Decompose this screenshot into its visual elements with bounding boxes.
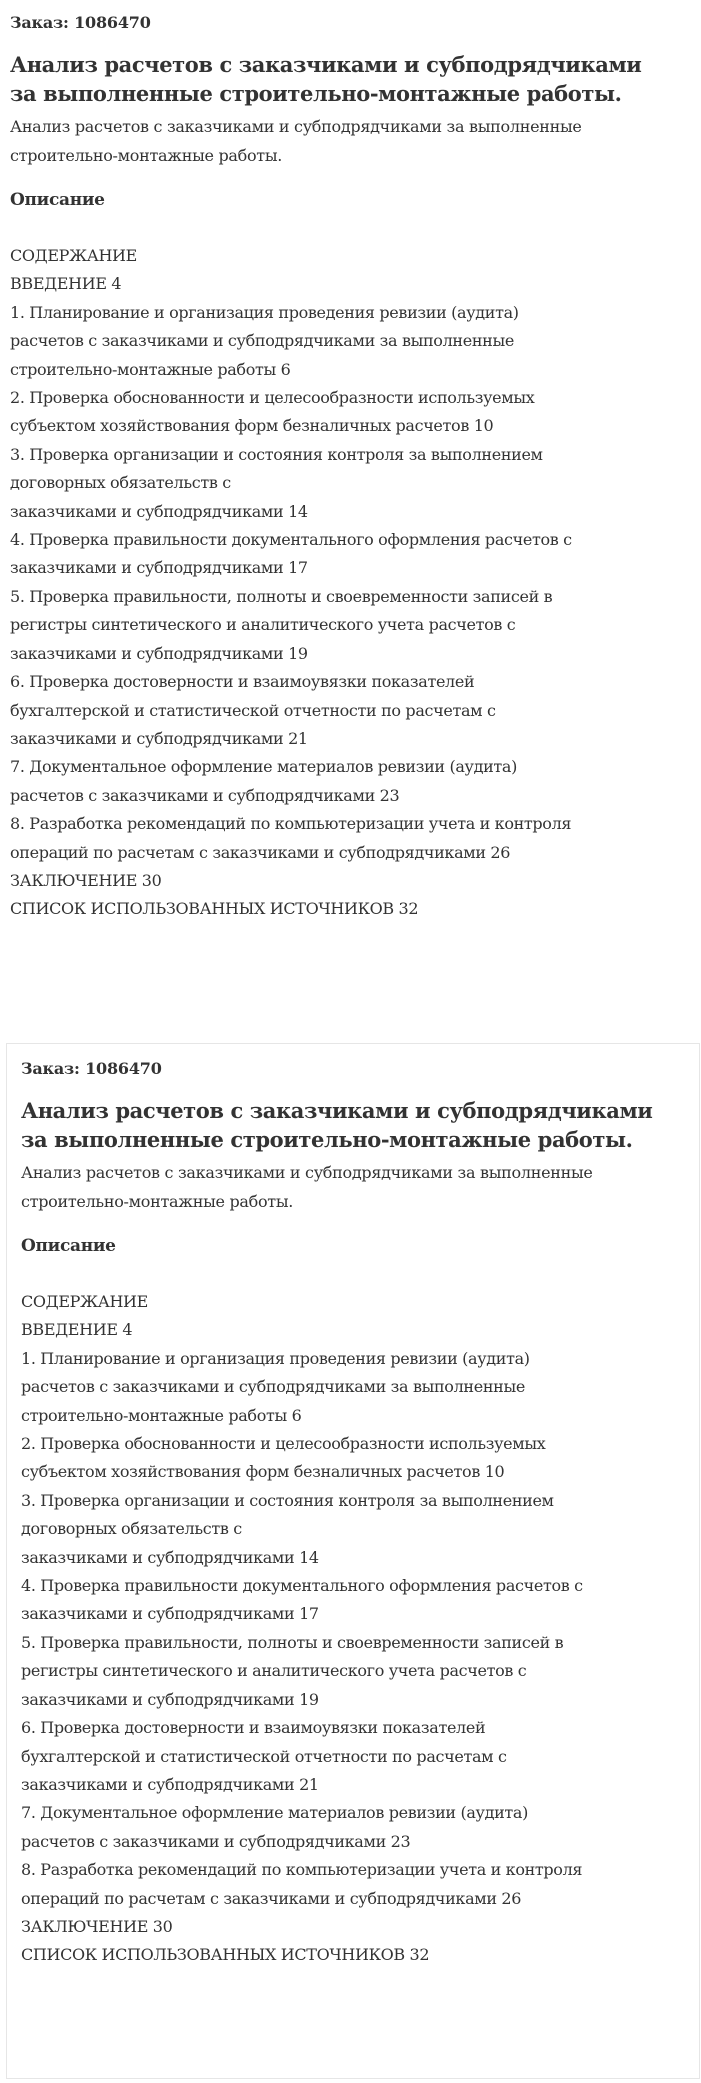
description-line: 2. Проверка обоснованности и целесообразности используемых: [21, 1434, 546, 1454]
description-line: субъектом хозяйствования форм безналичных расчетов 10: [21, 1462, 505, 1482]
description-line: расчетов с заказчиками и субподрядчиками за выполненные: [21, 1377, 525, 1397]
description-line: строительно-монтажные работы 6: [10, 359, 291, 379]
description-line: договорных обязательств с: [10, 473, 231, 493]
description-line: расчетов с заказчиками и субподрядчиками 23: [10, 785, 400, 805]
description-line: ЗАКЛЮЧЕНИЕ 30: [21, 1916, 173, 1936]
description-line: 6. Проверка достоверности и взаимоувязки показателей: [21, 1718, 486, 1738]
description-line: регистры синтетического и аналитического учета расчетов с: [21, 1661, 527, 1681]
order-id: [21, 1058, 685, 1080]
description-line: операций по расчетам с заказчиками и субподрядчиками 26: [21, 1888, 522, 1908]
description-heading: Описание: [10, 190, 105, 210]
description-line: ВВЕДЕНИЕ 4: [21, 1320, 133, 1340]
order-title-line: за выполненные строительно-монтажные работы.: [10, 81, 622, 106]
description-line: 7. Документальное оформление материалов ревизии (аудита): [21, 1803, 529, 1823]
description-line: бухгалтерской и статистической отчетности по расчетам с: [10, 700, 496, 720]
description-line: заказчиками и субподрядчиками 21: [10, 728, 308, 748]
order-label: Заказ:: [10, 13, 69, 32]
description-line: договорных обязательств с: [21, 1519, 242, 1539]
description-line: строительно-монтажные работы 6: [21, 1405, 302, 1425]
order-card: [0, 0, 701, 1040]
description-line: заказчиками и субподрядчиками 17: [21, 1604, 319, 1624]
description-line: заказчиками и субподрядчиками 19: [10, 643, 308, 663]
description-line: 4. Проверка правильности документального оформления расчетов с: [10, 530, 572, 550]
order-title-line: за выполненные строительно-монтажные работы.: [21, 1127, 633, 1152]
description-line: операций по расчетам с заказчиками и субподрядчиками 26: [10, 842, 511, 862]
order-label: Заказ:: [21, 1059, 80, 1078]
description-line: бухгалтерской и статистической отчетности по расчетам с: [21, 1746, 507, 1766]
description-line: расчетов с заказчиками и субподрядчиками 23: [21, 1831, 411, 1851]
description-line: субъектом хозяйствования форм безналичных расчетов 10: [10, 416, 494, 436]
description-line: заказчиками и субподрядчиками 17: [10, 558, 308, 578]
order-subtitle: [10, 112, 691, 170]
description-line: 3. Проверка организации и состояния контроля за выполнением: [21, 1490, 554, 1510]
description-heading: Описание: [21, 1236, 116, 1256]
order-title: [10, 50, 691, 108]
description-line: заказчиками и субподрядчиками 14: [10, 501, 308, 521]
description-line: 5. Проверка правильности, полноты и своевременности записей в: [10, 586, 553, 606]
description-line: 7. Документальное оформление материалов ревизии (аудита): [10, 757, 518, 777]
description-line: 8. Разработка рекомендаций по компьютеризации учета и контроля: [21, 1860, 583, 1880]
description-line: 6. Проверка достоверности и взаимоувязки показателей: [10, 672, 475, 692]
order-number: 1086470: [74, 13, 151, 32]
description-line: 5. Проверка правильности, полноты и своевременности записей в: [21, 1632, 564, 1652]
order-title: [21, 1096, 685, 1154]
order-subtitle-line: строительно-монтажные работы.: [21, 1192, 294, 1211]
description-line: СПИСОК ИСПОЛЬЗОВАННЫХ ИСТОЧНИКОВ 32: [21, 1945, 430, 1965]
description-line: заказчиками и субподрядчиками 14: [21, 1547, 319, 1567]
description-line: 1. Планирование и организация проведения ревизии (аудита): [21, 1348, 530, 1368]
description-line: 3. Проверка организации и состояния контроля за выполнением: [10, 444, 543, 464]
description-line: заказчиками и субподрядчиками 21: [21, 1774, 319, 1794]
description-line: 2. Проверка обоснованности и целесообразности используемых: [10, 388, 535, 408]
order-number: 1086470: [85, 1059, 162, 1078]
description-line: ВВЕДЕНИЕ 4: [10, 274, 122, 294]
order-title-line: Анализ расчетов с заказчиками и субподрядчиками: [10, 52, 642, 77]
description-line: 4. Проверка правильности документального оформления расчетов с: [21, 1576, 583, 1596]
description-line: СПИСОК ИСПОЛЬЗОВАННЫХ ИСТОЧНИКОВ 32: [10, 899, 419, 919]
description-line: ЗАКЛЮЧЕНИЕ 30: [10, 870, 162, 890]
order-subtitle-line: Анализ расчетов с заказчиками и субподрядчиками за выполненные: [10, 117, 582, 136]
order-subtitle-line: Анализ расчетов с заказчиками и субподрядчиками за выполненные: [21, 1163, 593, 1182]
order-title-line: Анализ расчетов с заказчиками и субподрядчиками: [21, 1098, 653, 1123]
description-line: заказчиками и субподрядчиками 19: [21, 1689, 319, 1709]
description-line: регистры синтетического и аналитического учета расчетов с: [10, 615, 516, 635]
order-card: [6, 1043, 700, 2079]
description-body: [21, 1288, 685, 1970]
description-line: СОДЕРЖАНИЕ: [10, 246, 137, 265]
description-line: СОДЕРЖАНИЕ: [21, 1292, 148, 1311]
description-body: [10, 242, 691, 924]
order-subtitle-line: строительно-монтажные работы.: [10, 146, 283, 165]
description-line: расчетов с заказчиками и субподрядчиками за выполненные: [10, 331, 514, 351]
description-line: 1. Планирование и организация проведения ревизии (аудита): [10, 302, 519, 322]
order-id: [10, 12, 691, 34]
description-line: 8. Разработка рекомендаций по компьютеризации учета и контроля: [10, 814, 572, 834]
order-subtitle: [21, 1158, 685, 1216]
